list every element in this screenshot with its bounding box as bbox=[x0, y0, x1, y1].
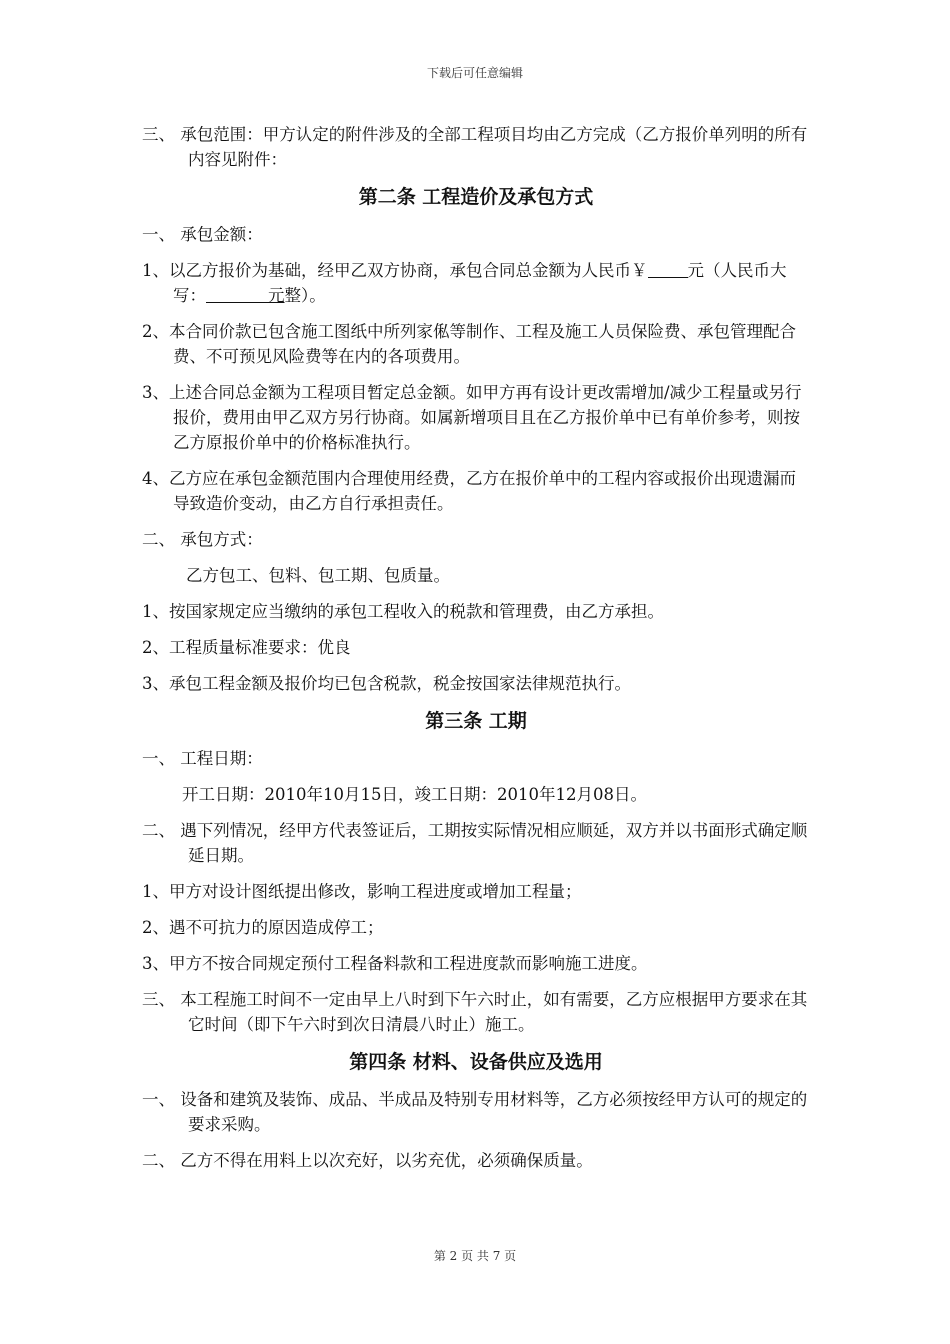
work-dates: 开工日期：2010年10月15日，竣工日期：2010年12月08日。 bbox=[182, 785, 647, 804]
article3-item3: 3、甲方不按合同规定预付工程备料款和工程进度款而影响施工进度。 bbox=[142, 954, 648, 973]
amount-text-a: 1、以乙方报价为基础，经甲乙双方协商，承包合同总金额为人民币￥ bbox=[142, 261, 648, 280]
article3-sec3: 三、 本工程施工时间不一定由早上八时到下午六时止，如有需要，乙方应根据甲方要求在其它时间（即下午六时到次日清晨八时止）施工。 bbox=[142, 990, 808, 1034]
article2-sec2-item2: 2、工程质量标准要求：优良 bbox=[142, 638, 351, 657]
article4-title: 第四条 材料、设备供应及选用 bbox=[349, 1051, 603, 1073]
amount-text-b: 元（人民币大写： bbox=[173, 261, 787, 305]
article4-sec2: 二、 乙方不得在用料上以次充好，以劣充优，必须确保质量。 bbox=[142, 1151, 593, 1170]
article2-sec2-item3: 3、承包工程金额及报价均已包含税款，税金按国家法律规范执行。 bbox=[142, 674, 631, 693]
page-header: 下载后可任意编辑 bbox=[426, 66, 523, 80]
amount-blank bbox=[648, 259, 688, 278]
contract-body bbox=[142, 122, 810, 1184]
article3-item2: 2、遇不可抗力的原因造成停工； bbox=[142, 918, 384, 937]
article2-sec1-title: 一、 承包金额： bbox=[142, 225, 263, 244]
article3-title: 第三条 工期 bbox=[425, 710, 527, 732]
article3-item1: 1、甲方对设计图纸提出修改，影响工程进度或增加工程量； bbox=[142, 882, 582, 901]
article3-sec1-title: 一、 工程日期： bbox=[142, 749, 263, 768]
article4-sec1: 一、 设备和建筑及装饰、成品、半成品及特别专用材料等，乙方必须按经甲方认可的规定的要求采购。 bbox=[142, 1090, 808, 1134]
article2-sec2-text: 乙方包工、包料、包工期、包质量。 bbox=[186, 566, 450, 585]
article2-title: 第二条 工程造价及承包方式 bbox=[358, 186, 594, 208]
scope-clause: 三、 承包范围：甲方认定的附件涉及的全部工程项目均由乙方完成（乙方报价单列明的所有内容见附件： bbox=[142, 125, 808, 169]
article3-sec2: 二、 遇下列情况，经甲方代表签证后，工期按实际情况相应顺延，双方并以书面形式确定顺延日期。 bbox=[142, 821, 808, 865]
article2-item2: 2、本合同价款已包含施工图纸中所列家俬等制作、工程及施工人员保险费、承包管理配合费、不可预见风险费等在内的各项费用。 bbox=[142, 322, 796, 366]
article2-item4: 4、乙方应在承包金额范围内合理使用经费，乙方在报价单中的工程内容或报价出现遗漏而导致造价变动，由乙方自行承担责任。 bbox=[142, 469, 796, 513]
article2-item3: 3、上述合同总金额为工程项目暂定总金额。如甲方再有设计更改需增加/减少工程量或另行报价，费用由甲乙双方另行协商。如属新增项目且在乙方报价单中已有单价参考，则按乙方原报价单中的价格标准执行。 bbox=[142, 383, 802, 452]
amount-words-blank bbox=[206, 284, 268, 303]
article2-sec2-item1: 1、按国家规定应当缴纳的承包工程收入的税款和管理费，由乙方承担。 bbox=[142, 602, 664, 621]
amount-text-c: 元 bbox=[268, 286, 285, 305]
amount-text-d: 整）。 bbox=[284, 286, 326, 305]
page-footer: 第 2 页 共 7 页 bbox=[433, 1249, 517, 1263]
contract-amount-clause bbox=[142, 258, 810, 308]
article2-sec2-title: 二、 承包方式： bbox=[142, 530, 263, 549]
